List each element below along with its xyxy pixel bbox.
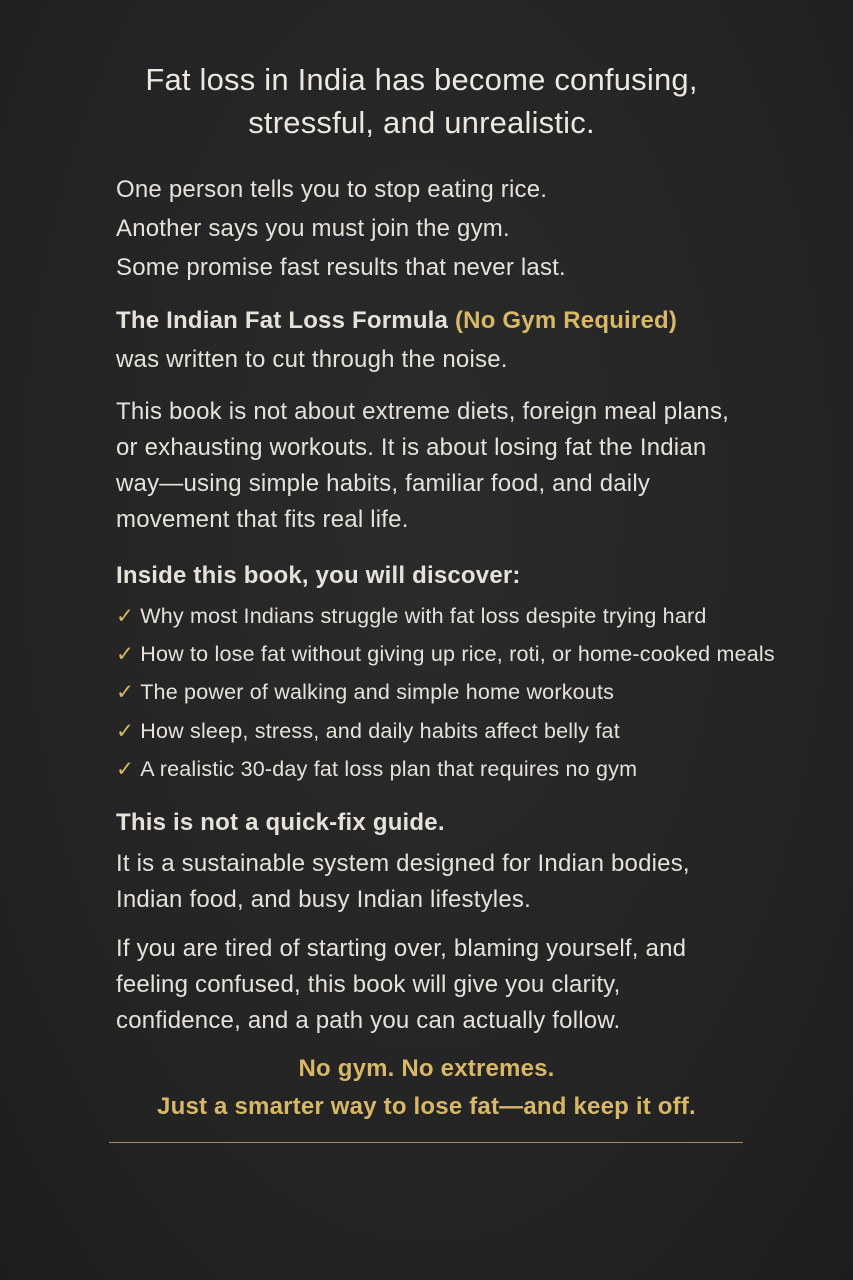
about-line: movement that fits real life. — [116, 506, 409, 533]
bullet-text: A realistic 30-day fat loss plan that requires no gym — [140, 757, 638, 781]
bullet-item — [116, 601, 707, 631]
system-line: It is a sustainable system designed for Indian bodies, — [116, 850, 690, 877]
intro-line: Some promise fast results that never last. — [116, 254, 566, 281]
check-icon: ✓ — [116, 680, 135, 704]
book-line: was written to cut through the noise. — [116, 346, 508, 373]
book-title-line — [116, 306, 677, 336]
divider — [109, 1142, 743, 1143]
bullet-text: The power of walking and simple home workouts — [140, 680, 615, 704]
about-line: or exhausting workouts. It is about losing fat the Indian — [116, 434, 707, 461]
closing-line: feeling confused, this book will give you clarity, — [116, 971, 621, 998]
check-icon: ✓ — [116, 719, 135, 743]
title-line: Fat loss in India has become confusing, — [145, 62, 698, 97]
tagline-line: Just a smarter way to lose fat—and keep it off. — [157, 1093, 696, 1120]
bullet-text: How to lose fat without giving up rice, roti, or home-cooked meals — [140, 642, 775, 666]
closing-line: confidence, and a path you can actually follow. — [116, 1007, 621, 1034]
title-line: stressful, and unrealistic. — [248, 105, 595, 140]
system-line: Indian food, and busy Indian lifestyles. — [116, 886, 531, 913]
bullet-item — [116, 716, 620, 746]
bullet-text: How sleep, stress, and daily habits affect belly fat — [140, 719, 620, 743]
about-line: way—using simple habits, familiar food, and daily — [116, 470, 651, 497]
bullet-item — [116, 677, 614, 707]
bullet-item — [116, 754, 637, 784]
check-icon: ✓ — [116, 642, 135, 666]
bullet-text: Why most Indians struggle with fat loss despite trying hard — [140, 604, 707, 628]
bullet-item — [116, 639, 775, 669]
not-quickfix-heading: This is not a quick-fix guide. — [116, 809, 445, 836]
discover-heading: Inside this book, you will discover: — [116, 562, 521, 589]
closing-line: If you are tired of starting over, blaming yourself, and — [116, 935, 687, 962]
book-subtitle: (No Gym Required) — [454, 307, 678, 334]
check-icon: ✓ — [116, 757, 135, 781]
intro-line: Another says you must join the gym. — [116, 215, 510, 242]
check-icon: ✓ — [116, 604, 135, 628]
about-line: This book is not about extreme diets, foreign meal plans, — [116, 398, 730, 425]
book-name: The Indian Fat Loss Formula — [116, 307, 449, 334]
tagline-line: No gym. No extremes. — [298, 1055, 555, 1082]
intro-line: One person tells you to stop eating rice. — [116, 176, 548, 203]
